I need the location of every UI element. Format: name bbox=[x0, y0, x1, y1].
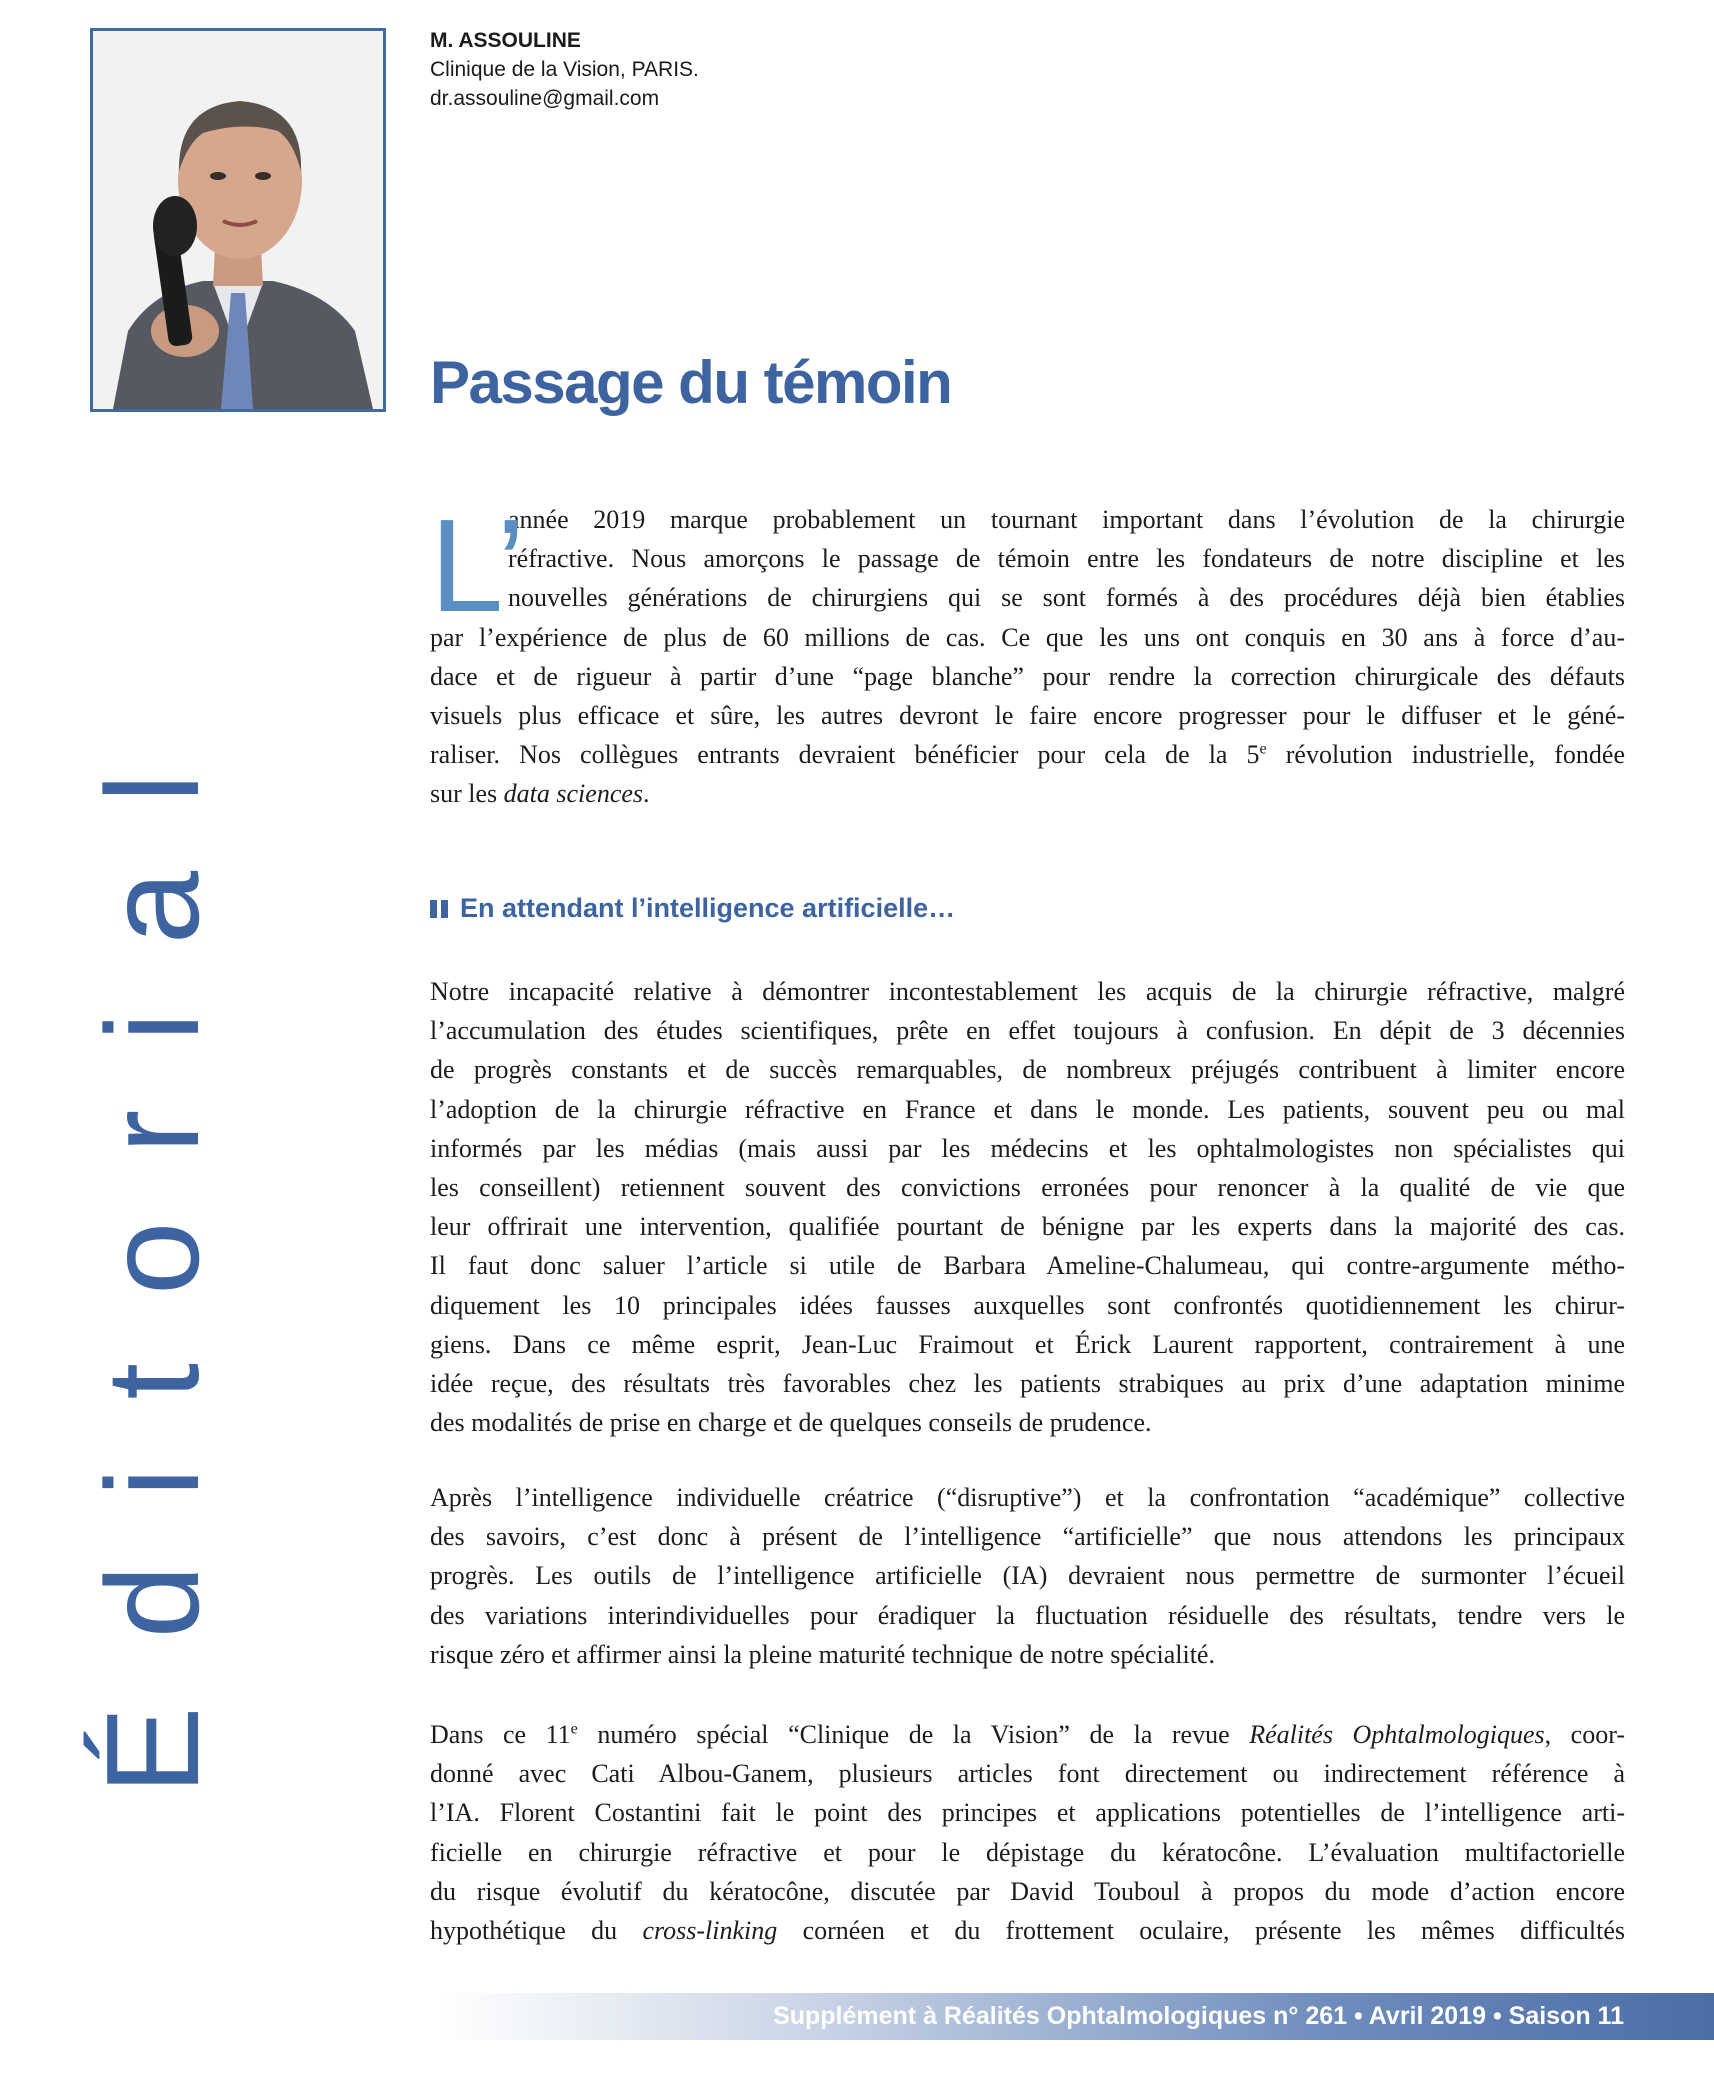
paragraph-line-text: numéro spécial “Clinique de la Vision” de la revue bbox=[577, 1720, 1250, 1749]
paragraph-line-text: Dans ce 11 bbox=[430, 1720, 571, 1749]
paragraph-line: l’accumulation des études scientifiques, prête en effet toujours à confusion. En dépit de 3 décennies bbox=[430, 1016, 1625, 1046]
journal-name: Réalités Ophtalmologiques bbox=[1249, 1720, 1545, 1749]
section-marker-icon bbox=[430, 899, 450, 919]
intro-line: nouvelles générations de chirurgiens qui se sont formés à des procédures déjà bien établies bbox=[508, 583, 1625, 613]
intro-line: année 2019 marque probablement un tournant important dans l’évolution de la chirurgie bbox=[508, 505, 1625, 534]
paragraph-line-text: cornéen et du frottement oculaire, présente les mêmes difficultés bbox=[777, 1916, 1625, 1946]
paragraph-line: du risque évolutif du kératocône, discutée par David Touboul à propos du mode d’action encore bbox=[430, 1876, 1625, 1906]
footer-text: Supplément à Réalités Ophtalmologiques n° 261 • Avril 2019 • Saison 11 bbox=[773, 2002, 1624, 2030]
paragraph-line: des savoirs, c’est donc à présent de l’intelligence “artificielle” que nous attendons les principaux bbox=[430, 1522, 1625, 1552]
body-paragraph-2 bbox=[430, 1478, 1625, 1674]
intro-line-text: . bbox=[643, 779, 650, 809]
intro-line-text: sur les bbox=[430, 779, 504, 809]
paragraph-line: leur offrirait une intervention, qualifiée pourtant de bénigne par les experts dans la majorité des cas. bbox=[430, 1212, 1625, 1242]
intro-line bbox=[430, 774, 1625, 813]
paragraph-line: Il faut donc saluer l’article si utile de Barbara Ameline-Chalumeau, qui contre-argumente métho- bbox=[430, 1251, 1625, 1281]
paragraph-line: diquement les 10 principales idées fausses auxquelles sont confrontés quotidiennement les chirur- bbox=[430, 1290, 1625, 1320]
author-name: M. ASSOULINE bbox=[430, 29, 581, 52]
intro-line: visuels plus efficace et sûre, les autres devront le faire encore progresser pour le diffuser et le géné- bbox=[430, 701, 1625, 731]
emphasis: data sciences bbox=[503, 779, 644, 809]
paragraph-line: des variations interindividuelles pour éradiquer la fluctuation résiduelle des résultats, tendre vers le bbox=[430, 1600, 1625, 1630]
paragraph-line bbox=[430, 1911, 1625, 1950]
author-portrait-image bbox=[93, 31, 383, 409]
intro-line: réfractive. Nous amorçons le passage de témoin entre les fondateurs de notre discipline et les bbox=[508, 544, 1625, 574]
author-photo bbox=[90, 28, 386, 412]
paragraph-line: les conseillent) retiennent souvent des convictions erronées pour renoncer à la qualité de vie que bbox=[430, 1173, 1625, 1203]
intro-line-text: raliser. Nos collègues entrants devraient bénéficier pour cela de la 5 bbox=[430, 740, 1260, 770]
paragraph-line: l’IA. Florent Costantini fait le point des principes et applications potentielles de l’intelligence arti- bbox=[430, 1798, 1625, 1828]
author-affiliation: Clinique de la Vision, PARIS. bbox=[430, 58, 699, 81]
paragraph-line: informés par les médias (mais aussi par les médecins et les ophtalmologistes non spécialistes qui bbox=[430, 1133, 1625, 1163]
paragraph-line: des modalités de prise en charge et de quelques conseils de prudence. bbox=[430, 1408, 1152, 1438]
author-email: dr.assouline@gmail.com bbox=[430, 87, 660, 110]
intro-line-text: révolution industrielle, fondée bbox=[1266, 740, 1625, 770]
superscript: e bbox=[1259, 740, 1267, 758]
page-title: Passage du témoin bbox=[430, 349, 952, 416]
paragraph-line: ficielle en chirurgie réfractive et pour le dépistage du kératocône. L’évaluation multifactorielle bbox=[430, 1837, 1625, 1867]
paragraph-line: risque zéro et affirmer ainsi la pleine maturité technique de notre spécialité. bbox=[430, 1639, 1215, 1669]
author-block bbox=[430, 26, 699, 113]
intro-paragraph bbox=[430, 492, 1625, 814]
emphasis: cross-linking bbox=[642, 1916, 778, 1946]
body-paragraph-1 bbox=[430, 972, 1625, 1442]
intro-line: dace et de rigueur à partir d’une “page blanche” pour rendre la correction chirurgicale des défauts bbox=[430, 661, 1625, 691]
paragraph-line-text: hypothétique du bbox=[430, 1916, 643, 1946]
body-paragraph-3 bbox=[430, 1715, 1625, 1950]
paragraph-line: l’adoption de la chirurgie réfractive en France et dans le monde. Les patients, souvent peu ou mal bbox=[430, 1094, 1625, 1124]
paragraph-line bbox=[430, 1715, 1625, 1754]
paragraph-line: donné avec Cati Albou-Ganem, plusieurs articles font directement ou indirectement référence à bbox=[430, 1759, 1625, 1789]
paragraph-line: Notre incapacité relative à démontrer incontestablement les acquis de la chirurgie réfractive, malgré bbox=[430, 977, 1625, 1006]
intro-line bbox=[430, 735, 1625, 774]
paragraph-line: de progrès constants et de succès remarquables, de nombreux préjugés contribuent à limiter encore bbox=[430, 1055, 1625, 1085]
vertical-label: Éditorial bbox=[79, 705, 226, 1795]
footer-bar bbox=[440, 1993, 1714, 2040]
paragraph-line: idée reçue, des résultats très favorables chez les patients strabiques au prix d’une adaptation minime bbox=[430, 1369, 1625, 1399]
paragraph-line: Après l’intelligence individuelle créatrice (“disruptive”) et la confrontation “académique” collective bbox=[430, 1483, 1625, 1512]
section-heading bbox=[430, 893, 955, 924]
superscript: e bbox=[570, 1720, 578, 1738]
paragraph-line: giens. Dans ce même esprit, Jean-Luc Fraimout et Érick Laurent rapportent, contrairement à une bbox=[430, 1329, 1625, 1359]
drop-cap: L’ bbox=[430, 492, 526, 639]
vertical-label-area bbox=[78, 540, 228, 1960]
intro-line: par l’expérience de plus de 60 millions de cas. Ce que les uns ont conquis en 30 ans à force d’au- bbox=[430, 622, 1625, 652]
section-heading-text: En attendant l’intelligence artificielle… bbox=[460, 893, 956, 923]
paragraph-line: progrès. Les outils de l’intelligence artificielle (IA) devraient nous permettre de surmonter l’écueil bbox=[430, 1561, 1625, 1591]
paragraph-line-text: , coor- bbox=[1544, 1720, 1625, 1749]
